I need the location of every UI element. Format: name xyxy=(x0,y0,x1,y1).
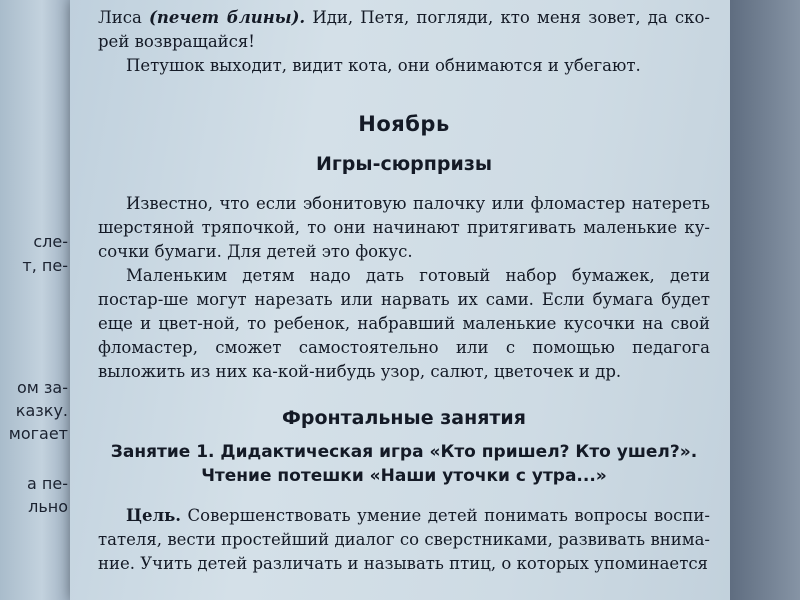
body-paragraph: Известно, что если эбонитовую палочку или фломастер натереть шерстяной тряпочкой, то они начинают притягивать маленькие ку-сочки бумаги. Для детей это фокус. xyxy=(98,194,710,261)
page-content xyxy=(98,0,710,576)
goal-label: Цель. xyxy=(126,506,182,525)
body-paragraph: Маленьким детям надо дать готовый набор бумажек, дети постар-ше могут нарезать или нарвать их сами. Если бумага будет еще и цвет-ной, то ребенок, набравший маленькие кусочки на свой фломастер, сможет самостоятельно или с помощью педагога выложить из них ка-кой-нибудь узор, салют, цветочек и др. xyxy=(98,266,710,381)
book-page xyxy=(70,0,730,600)
month-heading: Ноябрь xyxy=(358,112,450,136)
left-page-edge xyxy=(0,0,70,600)
goal-text: Совершенствовать умение детей понимать вопросы воспи-тателя, вести простейший диалог со сверстниками, развивать внима-ние. Учить детей различать и называть птиц, о которых упоминается xyxy=(98,506,710,573)
left-page-fragment: ом за- xyxy=(16,378,68,397)
background-right xyxy=(730,0,800,600)
intro-line-text: Иди, Петя, погляди, кто меня зовет, да ско-рей возвращайся! xyxy=(98,8,710,51)
lesson-heading xyxy=(98,440,710,488)
intro-action-paragraph: Петушок выходит, видит кота, они обнимаются и убегают. xyxy=(126,56,641,75)
goal-paragraph xyxy=(98,504,710,576)
speaker-name: Лиса xyxy=(98,8,142,27)
left-page-fragment: могает xyxy=(8,424,68,443)
left-page-fragment: т, пе- xyxy=(22,256,68,275)
section-heading-surprise-games: Игры-сюрпризы xyxy=(315,153,493,175)
intro-paragraph xyxy=(98,6,710,54)
left-page-fragment: а пе- xyxy=(27,474,68,493)
left-page-fragment: льно xyxy=(28,497,68,516)
stage-direction: (печет блины). xyxy=(149,8,306,27)
lesson-heading-line: Занятие 1. Дидактическая игра «Кто пришел? Кто ушел?». xyxy=(110,442,698,462)
left-page-fragment: казку. xyxy=(15,401,68,420)
section-heading-frontal-lessons: Фронтальные занятия xyxy=(282,407,526,429)
left-page-fragment: сле- xyxy=(33,232,68,251)
lesson-heading-line: Чтение потешки «Наши уточки с утра...» xyxy=(201,466,607,486)
